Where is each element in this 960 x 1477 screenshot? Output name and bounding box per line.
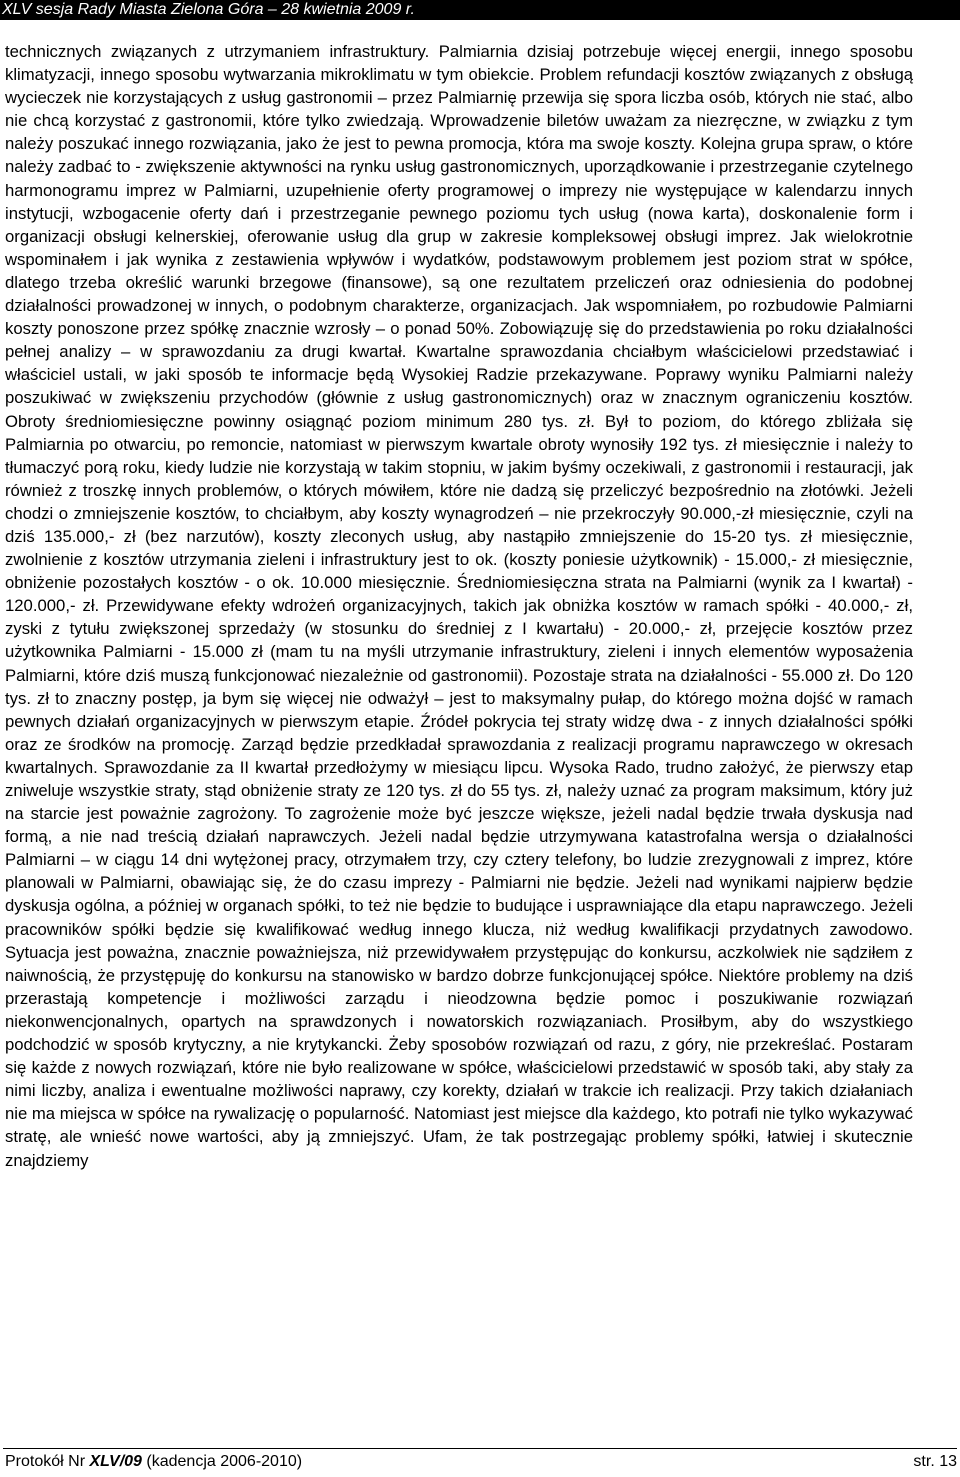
footer-protocol-number: XLV/09 — [89, 1453, 142, 1470]
footer-divider — [3, 1448, 957, 1449]
document-body — [5, 40, 913, 1172]
page-header-title: XLV sesja Rady Miasta Zielona Góra – 28 kwietnia 2009 r. — [2, 1, 415, 18]
footer-protocol-prefix: Protokół Nr — [5, 1453, 90, 1470]
body-paragraph: technicznych związanych z utrzymaniem infrastruktury. Palmiarnia dzisiaj potrzebuje więcej energii, innego sposobu klimatyzacji, innego sposobu wytwarzania mikroklimatu w tym obiekcie. Problem refundacji kosztów związanych z obsługą wycieczek nie korzystających z usług gastronomii – przez Palmiarnię przewija się spora liczba osób, których nie stać, albo nie chcą korzystać z gastronomii, które tylko zwiedzają. Wprowadzenie biletów uważam za niezręczne, w związku z tym należy poszukać innego rozwiązania, jako że jest to pewna promocja, która ma swoje koszty. Kolejna grupa spraw, o które należy zadbać to - zwiększenie aktywności na rynku usług gastronomicznych, uporządkowanie i przestrzeganie czytelnego harmonogramu imprez w Palmiarni, uzupełnienie oferty programowej o imprezy nie występujące w kalendarzu innych instytucji, wzbogacenie oferty dań i przestrzeganie pewnego poziomu tych usług (nowa karta), doskonalenie form i organizacji obsługi kelnerskiej, oferowanie usług dla grup w zakresie kompleksowej obsługi imprez. Jak wielokrotnie wspominałem i jak wynika z zestawienia wpływów i wydatków, podstawowym problemem jest poziom strat w spółce, dlatego trzeba określić warunki brzegowe (finansowe), są one rezultatem przeliczeń oraz odniesienia do podobnej działalności prowadzonej w innych, o podobnym charakterze, organizacjach. Jak wspomniałem, po rozbudowie Palmiarni koszty ponoszone przez spółkę znacznie wzrosły – o ponad 50%. Zobowiązuję się do przedstawienia po roku działalności pełnej analizy – w sprawozdaniu za drugi kwartał. Kwartalne sprawozdania chciałbym właścicielowi przedstawiać i właściciel ustali, w jaki sposób te informacje będą Wysokiej Radzie przekazywane. Poprawy wyniku Palmiarni należy poszukiwać w zwiększeniu przychodów (głównie z usług gastronomicznych) oraz w znacznym ograniczeniu kosztów. Obroty średniomiesięczne powinny osiągnąć poziom minimum 280 tys. zł. Był to poziom, do którego zbliżała się Palmiarnia po otwarciu, po remoncie, natomiast w pierwszym kwartale obroty wynosiły 192 tys. zł miesięcznie i należy to tłumaczyć porą roku, kiedy ludzie nie korzystają w takim stopniu, w jakim byśmy oczekiwali, z gastronomii i restauracji, jak również z troszkę innych problemów, o których mówiłem, które nie dadzą się przeliczyć bezpośrednio na złotówki. Jeżeli chodzi o zmniejszenie kosztów, to chciałbym, aby koszty wynagrodzeń – nie przekroczyły 90.000,-zł miesięcznie, czyli na dziś 135.000,- zł (bez narzutów), koszty zleconych usług, aby nastąpiło zmniejszenie do 15-20 tys. zł miesięcznie, zwolnienie z kosztów utrzymania zieleni i infrastruktury jest to ok. (koszty poniesie użytkownik) - 15.000,- zł miesięcznie, obniżenie pozostałych kosztów - o ok. 10.000 miesięcznie. Średniomiesięczna strata na Palmiarni (wynik za I kwartał) - 120.000,- zł. Przewidywane efekty wdrożeń organizacyjnych, takich jak obniżka kosztów w ramach spółki - 40.000,- zł, zyski z tytułu zwiększonej sprzedaży (w stosunku do średniej z I kwartału) - 20.000,- zł, przejęcie kosztów przez użytkownika Palmiarni - 15.000 zł (mam tu na myśli utrzymanie infrastruktury, zieleni i innych elementów wyposażenia Palmiarni, które dziś muszą funkcjonować niezależnie od gastronomii). Pozostaje strata na działalności - 55.000 zł. Do 120 tys. zł to znaczny postęp, ja bym się więcej nie odważył – jest to maksymalny pułap, do którego można dojść w ramach pewnych działań organizacyjnych w pierwszym etapie. Źródeł pokrycia tej straty widzę dwa - z innych działalności spółki oraz ze środków na promocję. Zarząd będzie przedkładał sprawozdania z realizacji programu naprawczego w okresach kwartalnych. Sprawozdanie za II kwartał przedłożymy w miesiącu lipcu. Wysoka Rado, trudno założyć, że pierwszy etap zniweluje wszystkie straty, stąd obniżenie straty ze 120 tys. zł do 55 tys. zł, należy uznać za program maksimum, który już na starcie jest poważnie zagrożony. To zagrożenie może być jeszcze większe, jeżeli nadal będzie trwała dyskusja nad formą, a nie nad treścią działań naprawczych. Jeżeli nadal będzie utrzymywana katastrofalna wersja o działalności Palmiarni – w ciągu 14 dni wytężonej pracy, otrzymałem trzy, czy cztery telefony, bo ludzie zrezygnowali z imprez, które planowali w Palmiarni, obawiając się, że do czasu imprezy - Palmiarni nie będzie. Jeżeli nad wynikami najpierw będzie dyskusja ogólna, a później w organach spółki, to też nie będzie to budujące i usprawniające dla etapu naprawczego. Jeżeli pracowników spółki będzie się kwalifikować według innego klucza, niż według kwalifikacji przydatnych zawodowo. Sytuacja jest poważna, znacznie poważniejsza, niż przewidywałem przystępując do konkursu, aczkolwiek nie sądziłem z naiwnością, że przystępuję do konkursu na stanowisko w bardzo dobrze funkcjonującej spółce. Niektóre problemy na dziś przerastają kompetencje i możliwości zarządu i nieodzowna będzie pomoc i poszukiwanie rozwiązań niekonwencjonalnych, opartych na sprawdzonych i nowatorskich rozwiązaniach. Prosiłbym, aby do wszystkiego podchodzić w sposób krytyczny, a nie krytykancki. Żeby sposobów rozwiązań od razu, z góry, nie przekreślać. Postaram się każde z nowych rozwiązań, które nie było realizowane w spółce, właścicielowi przedstawić w sposób taki, aby stały za nimi liczby, analiza i ewentualne możliwości naprawy, czy korekty, działań w trakcie ich realizacji. Przy takich działaniach nie ma miejsca w spółce na rywalizację o popularność. Natomiast jest miejsce dla każdego, kto potrafi nie tylko wykazywać stratę, ale wnieść nowe wartości, aby ją zmniejszyć. Ufam, że tak postrzegając problemy spółki, łatwiej i skutecznie znajdziemy — [5, 42, 914, 1170]
footer-page-number: str. 13 — [913, 1453, 957, 1470]
footer-term: (kadencja 2006-2010) — [141, 1453, 303, 1470]
footer-protocol — [5, 1451, 302, 1473]
page-header-bar — [0, 0, 960, 20]
